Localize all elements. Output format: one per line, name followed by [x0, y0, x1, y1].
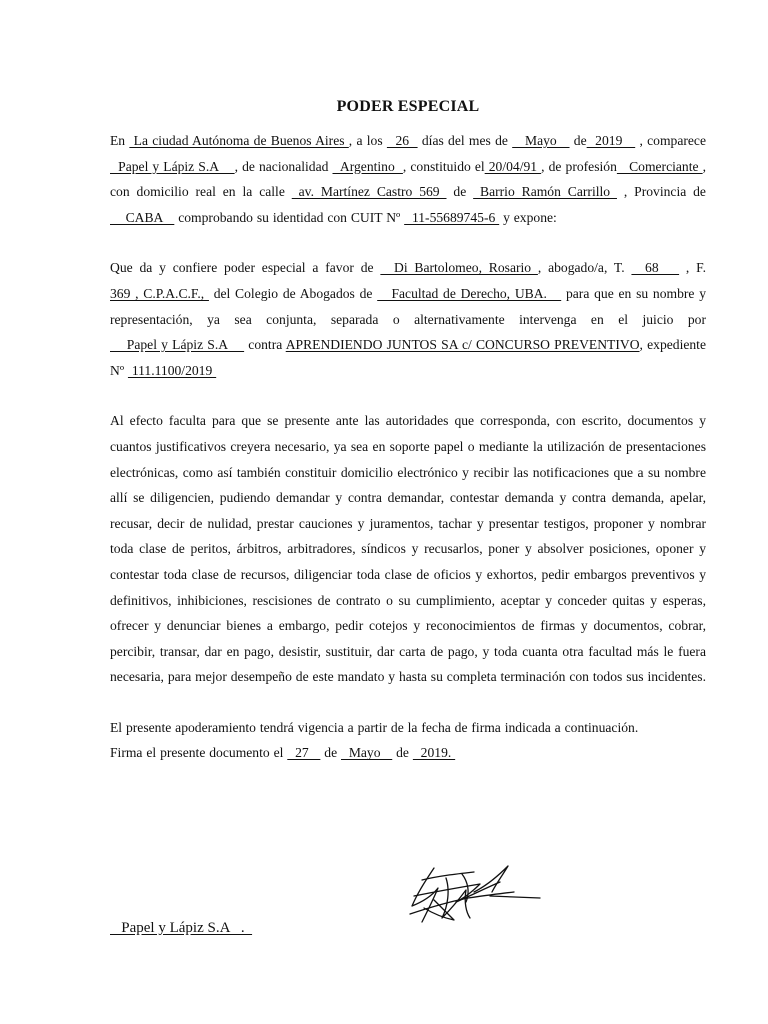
- field-nationality: Argentino: [332, 158, 403, 174]
- field-sign-year: 2019.: [412, 745, 456, 761]
- text-segment: , constituido el: [402, 158, 485, 174]
- field-street: av. Martínez Castro 569: [291, 184, 447, 200]
- signer-name: Papel y Lápiz S.A .: [110, 920, 253, 936]
- text-segment: Que da y confiere poder especial a favor de: [110, 260, 381, 276]
- field-constituted-date: 20/04/91: [484, 158, 542, 174]
- text-segment: contra: [244, 337, 286, 353]
- document-title: PODER ESPECIAL: [336, 98, 480, 115]
- field-party: Papel y Lápiz S.A: [110, 337, 245, 353]
- field-tomo: 68: [631, 260, 680, 276]
- text-segment: , a los: [348, 133, 387, 148]
- text-segment: comprobando su identidad con CUIT Nº: [174, 209, 405, 225]
- field-case: APRENDIENDO JUNTOS SA c/ CONCURSO PREVENTIVO: [285, 337, 640, 353]
- paragraph-gap: [110, 230, 706, 255]
- field-college: Facultad de Derecho, UBA.: [377, 285, 562, 301]
- text-segment: , con domicilio real en la calle: [110, 158, 707, 200]
- text-segment: En: [110, 133, 130, 148]
- paragraph-gap: [110, 383, 706, 408]
- field-province: CABA: [110, 209, 175, 225]
- paragraph-gap: [110, 690, 706, 715]
- field-neighborhood: Barrio Ramón Carrillo: [473, 184, 617, 200]
- text-segment: , de profesión: [541, 158, 617, 174]
- text-segment: , expediente Nº: [110, 337, 706, 378]
- field-file-number: 111.1100/2019: [127, 362, 217, 378]
- text-segment: del Colegio de Abogados de: [208, 285, 378, 301]
- field-sign-day: 27: [287, 745, 321, 761]
- text-segment: , F.: [679, 260, 706, 276]
- field-company: Papel y Lápiz S.A: [110, 158, 235, 174]
- paragraph-appearance: [110, 128, 706, 230]
- text-segment: , Provincia de: [616, 184, 706, 200]
- field-folio: 369 , C.P.A.C.F.,: [110, 285, 209, 301]
- field-year: 2019: [586, 133, 636, 148]
- text-segment: de: [569, 133, 587, 148]
- text-segment: de: [446, 184, 474, 200]
- text-segment: , abogado/a, T.: [537, 260, 632, 276]
- handwritten-signature: [404, 862, 544, 928]
- field-attorney: Di Bartolomeo, Rosario: [380, 260, 538, 276]
- text-segment: de: [392, 745, 413, 761]
- text-segment: , de nacionalidad: [234, 158, 333, 174]
- text-segment: de: [320, 745, 342, 761]
- text-segment: Firma el presente documento el: [110, 745, 288, 761]
- field-sign-month: Mayo: [341, 745, 393, 761]
- field-month: Mayo: [512, 133, 570, 148]
- text-segment: días del mes de: [417, 133, 513, 148]
- field-profession: Comerciante: [616, 158, 703, 174]
- paragraph-validity: [110, 715, 706, 766]
- text-segment: , comparece: [635, 133, 706, 148]
- text-segment: para que en su nombre y representación, ya sea conjunta, separada o alternativamente intervenga en el juicio por: [110, 285, 707, 327]
- field-city: La ciudad Autónoma de Buenos Aires: [129, 133, 349, 148]
- validity-line: El presente apoderamiento tendrá vigencia a partir de la fecha de firma indicada a continuación.: [110, 719, 639, 735]
- paragraph-power-grant: [110, 255, 706, 383]
- field-day: 26: [386, 133, 418, 148]
- text-segment: y expone:: [499, 209, 557, 225]
- document-page: [110, 98, 706, 766]
- field-cuit: 11-55689745-6: [404, 209, 500, 225]
- paragraph-faculties: Al efecto faculta para que se presente ante las autoridades que corresponda, con escrito, documentos y cuantos justificativos creyera necesario, ya sea en soporte papel o mediante la utilización de presentaciones electrónicas, como así también constituir domicilio electrónico y recibir las notificaciones que a su nombre allí se diligencien, pudiendo demandar y contra demandar, contestar demanda y contra demanda, apelar, recusar, decir de nulidad, prestar cauciones y juramentos, tachar y presentar testigos, proponer y nombrar toda clase de peritos, árbitros, arbitradores, síndicos y recusarlos, poner y absolver posiciones, oponer y contestar toda clase de recursos, diligenciar toda clase de oficios y exhortos, pedir embargos preventivos y definitivos, inhibiciones, rescisiones de contrato o su cumplimiento, aceptar y conceder quitas y esperas, ofrecer y denunciar bienes a embargo, pedir cotejos y reconocimientos de firmas y documentos, cobrar, percibir, transar, dar en pago, desistir, sustituir, dar carta de pago, y toda cuanta otra facultad más le fuera necesaria, para mejor desempeño de este mandato y hasta su completa terminación con todos sus incidentes.: [110, 413, 706, 685]
